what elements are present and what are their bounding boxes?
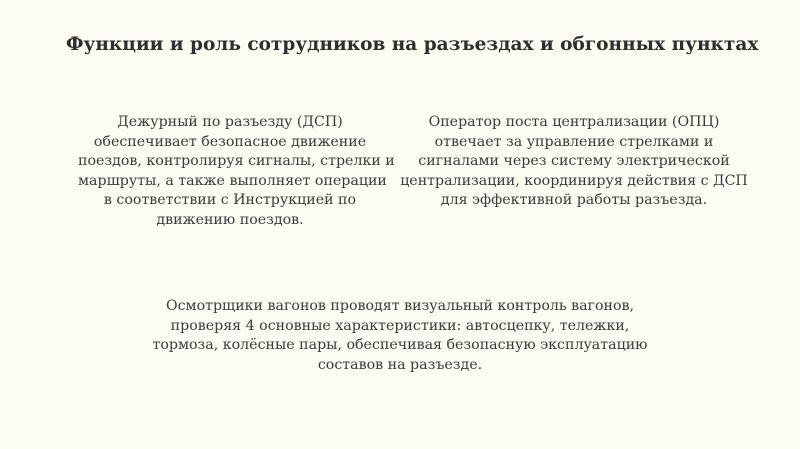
inspectors-description <box>138 297 662 375</box>
text-line: отвечает за управление стрелками и <box>434 133 714 150</box>
text-line: Осмотрщики вагонов проводят визуальный контроль вагонов, <box>165 298 635 314</box>
text-line: сигналами через систему электрической <box>418 153 730 170</box>
slide-title: Функции и роль сотрудников на разъездах и обгонных пунктах <box>66 34 759 55</box>
text-line: составов на разъезде. <box>317 356 483 373</box>
text-line: обеспечивает безопасное движение <box>93 133 367 150</box>
text-line: поездов, контролируя сигналы, стрелки и <box>78 153 395 170</box>
text-line: тормоза, колёсные пары, обеспечивая безопасную эксплуатацию <box>152 337 648 354</box>
dsp-description <box>78 113 395 231</box>
text-line: в соответствии с Инструкцией по <box>103 192 357 209</box>
text-line: Оператор поста централизации (ОПЦ) <box>428 114 720 130</box>
text-line: маршруты, а также выполняет операции <box>78 172 387 189</box>
text-line: Дежурный по разъезду (ДСП) <box>117 114 343 130</box>
opc-description <box>394 113 754 211</box>
text-line: проверяя 4 основные характеристики: автосцепку, тележки, <box>170 317 630 334</box>
text-line: централизации, координируя действия с ДСП <box>400 172 748 189</box>
text-line: для эффективной работы разъезда. <box>440 192 708 209</box>
text-line: движению поездов. <box>156 211 304 228</box>
